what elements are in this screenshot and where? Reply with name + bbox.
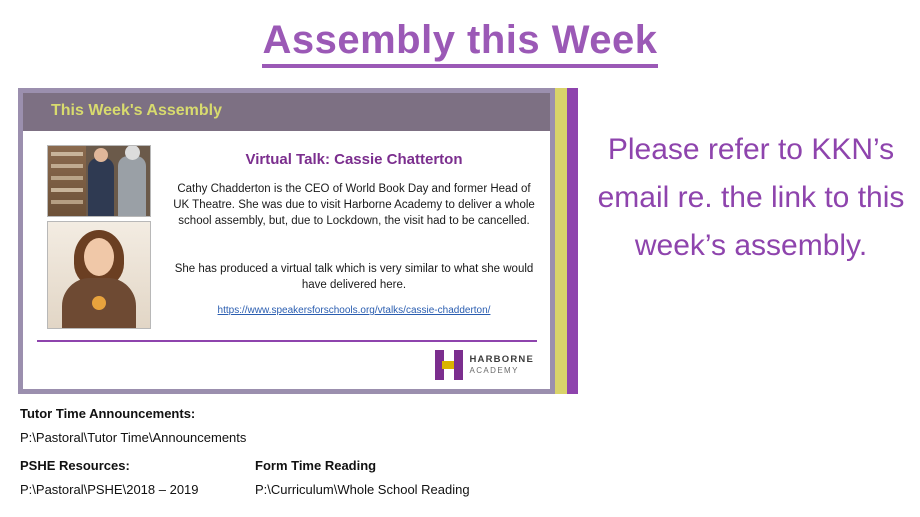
- form-time-reading-block: [255, 458, 470, 497]
- tutor-time-block: [20, 406, 246, 445]
- form-time-reading-path: P:\Curriculum\Whole School Reading: [255, 482, 470, 497]
- assembly-note: Please refer to KKN’s email re. the link to this week’s assembly.: [597, 133, 905, 262]
- bookshelf-photo: [47, 145, 151, 217]
- page-title: [0, 18, 920, 63]
- assembly-slide: [18, 88, 578, 394]
- slide-paragraph-2: She has produced a virtual talk which is very similar to what she would have delivered here.: [174, 263, 534, 291]
- slide-content: [23, 93, 550, 389]
- logo-line-2: ACADEMY: [469, 365, 519, 375]
- slide-footer-divider: [37, 340, 537, 342]
- page-title-text: Assembly this Week: [262, 18, 657, 68]
- portrait-photo: [47, 221, 151, 329]
- harborne-logo-icon: [435, 350, 463, 380]
- tutor-time-heading: Tutor Time Announcements:: [20, 406, 196, 421]
- slide-header-title: This Week's Assembly: [51, 102, 222, 119]
- pshe-block: [20, 458, 199, 497]
- pshe-heading: PSHE Resources:: [20, 458, 130, 473]
- pshe-path: P:\Pastoral\PSHE\2018 – 2019: [20, 482, 199, 497]
- virtual-talk-link[interactable]: https://www.speakersforschools.org/vtalks/cassie-chadderton/: [217, 305, 491, 316]
- slide-accent-purple-stripe: [567, 88, 578, 394]
- form-time-reading-heading: Form Time Reading: [255, 458, 377, 473]
- tutor-time-path: P:\Pastoral\Tutor Time\Announcements: [20, 430, 247, 445]
- harborne-academy-logo: [435, 349, 535, 381]
- logo-line-1: HARBORNE: [469, 353, 534, 365]
- slide-subject-heading: Virtual Talk: Cassie Chatterton: [245, 151, 463, 168]
- slide-paragraph-1: Cathy Chadderton is the CEO of World Book Day and former Head of UK Theatre. She was due to visit Harborne Academy to deliver a whole school assembly, but, due to Lockdown, the visit had to be cancelled.: [173, 183, 535, 227]
- slide-header-bar: [23, 93, 550, 131]
